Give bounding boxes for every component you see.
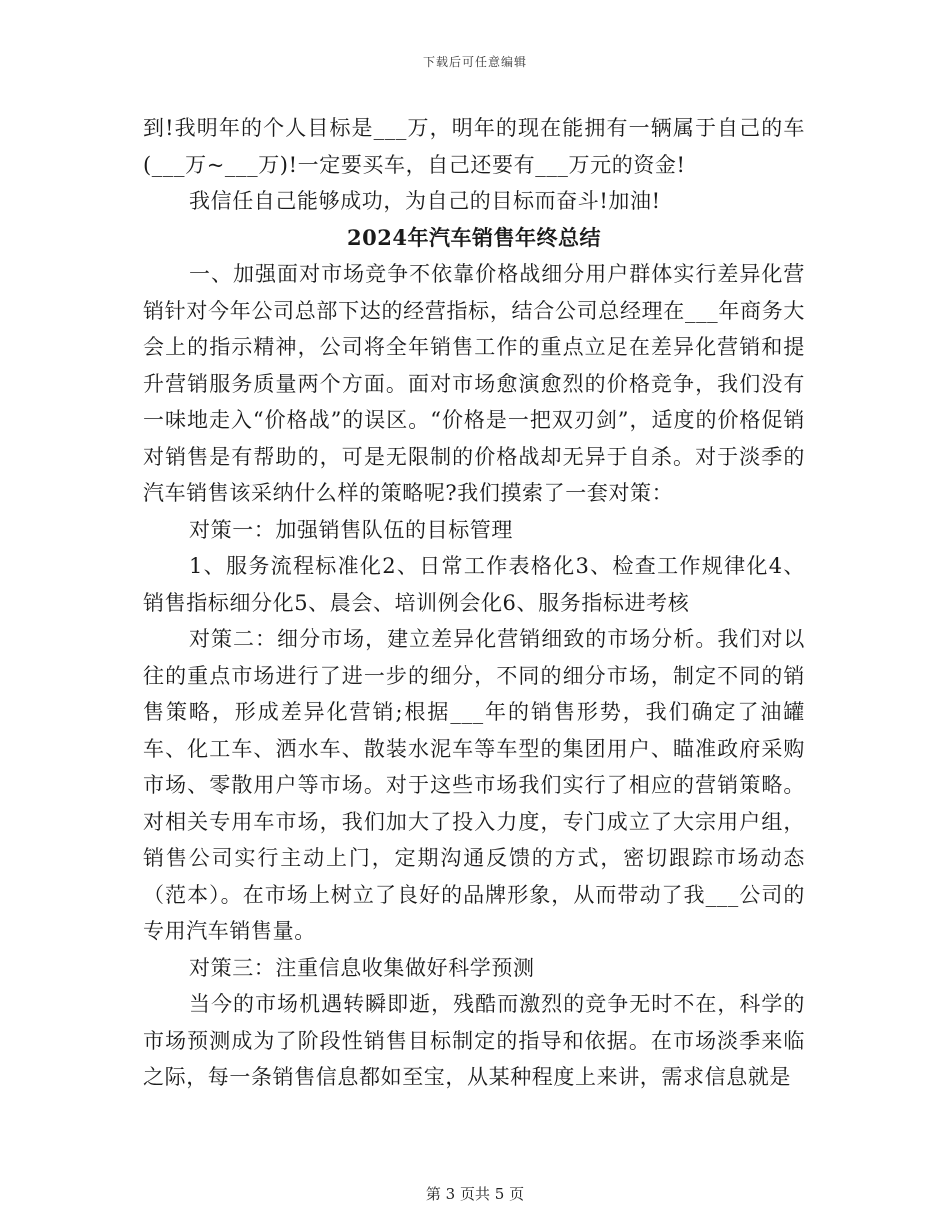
strategy-three-heading: 对策三：注重信息收集做好科学预测 bbox=[189, 955, 535, 980]
section-title: 2024年汽车销售年终总结 bbox=[347, 224, 601, 250]
paragraph-continued-goal: 到!我明年的个人目标是___万，明年的现在能拥有一辆属于自己的车(___万~___万)!一定要买车，自己还要有___万元的资金! bbox=[143, 116, 805, 177]
strategy-one-list: 1、服务流程标准化2、日常工作表格化3、检查工作规律化4、销售指标细分化5、晨会、培训例会化6、服务指标进考核 bbox=[143, 554, 805, 615]
strategy-three-paragraph: 当今的市场机遇转瞬即逝，残酷而激烈的竞争无时不在，科学的市场预测成为了阶段性销售目标制定的指导和依据。在市场淡季来临之际，每一条销售信息都如至宝，从某种程度上来讲，需求信息就是 bbox=[143, 992, 805, 1089]
paragraph-motivation: 我信任自己能够成功，为自己的目标而奋斗!加油! bbox=[189, 189, 661, 213]
paragraph-intro: 一、加强面对市场竞争不依靠价格战细分用户群体实行差异化营销针对今年公司总部下达的经营指标，结合公司总经理在___年商务大会上的指示精神，公司将全年销售工作的重点立足在差异化营销和提升营销服务质量两个方面。面对市场愈演愈烈的价格竞争，我们没有一味地走入“价格战”的误区。“价格是一把双刃剑”，适度的价格促销对销售是有帮助的，可是无限制的价格战却无异于自杀。对于淡季的汽车销售该采纳什么样的策略呢?我们摸索了一套对策： bbox=[143, 262, 805, 505]
document-body bbox=[143, 110, 805, 1096]
strategy-two-paragraph: 对策二：细分市场，建立差异化营销细致的市场分析。我们对以往的重点市场进行了进一步的细分，不同的细分市场，制定不同的销售策略，形成差异化营销;根据___年的销售形势，我们确定了油罐车、化工车、洒水车、散装水泥车等车型的集团用户、瞄准政府采购市场、零散用户等市场。对于这些市场我们实行了相应的营销策略。对相关专用车市场，我们加大了投入力度，专门成立了大宗用户组，销售公司实行主动上门，定期沟通反馈的方式，密切跟踪市场动态（范本）。在市场上树立了良好的品牌形象，从而带动了我___公司的专用汽车销售量。 bbox=[143, 627, 805, 943]
page-number: 第 3 页共 5 页 bbox=[425, 1185, 525, 1203]
page-header: 下载后可任意编辑 bbox=[422, 55, 527, 69]
strategy-one-heading: 对策一：加强销售队伍的目标管理 bbox=[189, 517, 513, 542]
